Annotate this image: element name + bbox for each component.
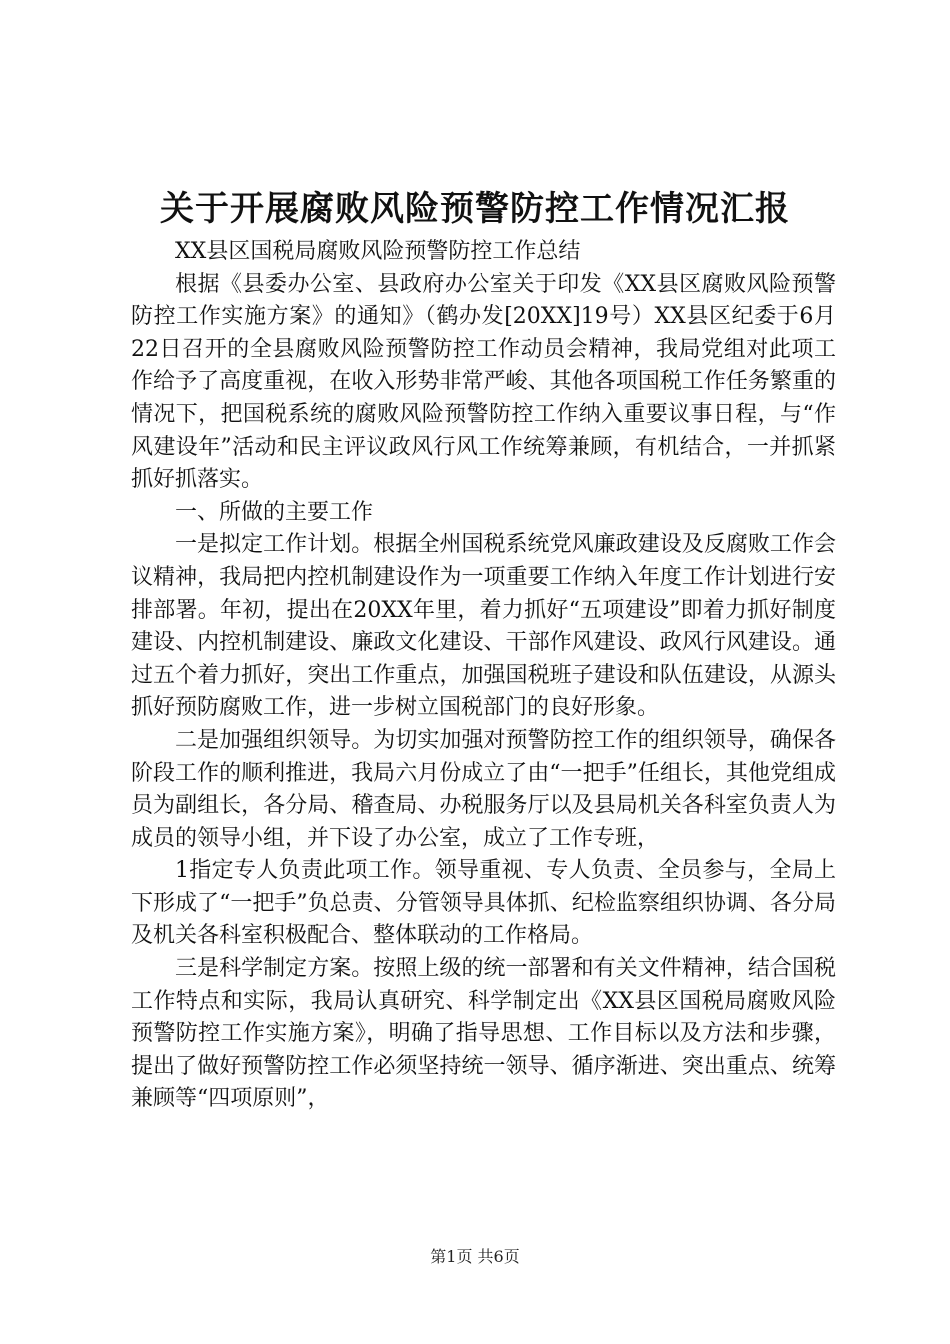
body-paragraph: 根据《县委办公室、县政府办公室关于印发《XX县区腐败风险预警防控工作实施方案》的通知》（鹤办发[20XX]19号）XX县区纪委于6月22日召开的全县腐败风险预警防控工作动员会精神，我局党组对此项工作给予了高度重视，在收入形势非常严峻、其他各项国税工作任务繁重的情况下，把国税系统的腐败风险预警防控工作纳入重要议事日程，与“作风建设年”活动和民主评议政风行风工作统筹兼顾，有机结合，一并抓紧抓好抓落实。: [131, 271, 836, 493]
document-body: [131, 236, 836, 1116]
body-paragraph: 1指定专人负责此项工作。领导重视、专人负责、全员参与，全局上下形成了“一把手”负总责、分管领导具体抓、纪检监察组织协调、各分局及机关各科室积极配合、整体联动的工作格局。: [131, 858, 836, 949]
body-paragraph: 二是加强组织领导。为切实加强对预警防控工作的组织领导，确保各阶段工作的顺利推进，我局六月份成立了由“一把手”任组长，其他党组成员为副组长，各分局、稽查局、办税服务厅以及县局机关各科室负责人为成员的领导小组，并下设了办公室，成立了工作专班，: [131, 727, 836, 851]
subtitle-paragraph: XX县区国税局腐败风险预警防控工作总结: [175, 239, 581, 264]
section-heading: 一、所做的主要工作: [175, 499, 374, 525]
page-number-footer: 第1页 共6页: [430, 1247, 520, 1266]
body-paragraph: 三是科学制定方案。按照上级的统一部署和有关文件精神，结合国税工作特点和实际，我局认真研究、科学制定出《XX县区国税局腐败风险预警防控工作实施方案》，明确了指导思想、工作目标以及方法和步骤，提出了做好预警防控工作必须坚持统一领导、循序渐进、突出重点、统筹兼顾等“四项原则”，: [131, 956, 836, 1112]
body-paragraph: 一是拟定工作计划。根据全州国税系统党风廉政建设及反腐败工作会议精神，我局把内控机制建设作为一项重要工作纳入年度工作计划进行安排部署。年初，提出在20XX年里，着力抓好“五项建设”即着力抓好制度建设、内控机制建设、廉政文化建设、干部作风建设、政风行风建设。通过五个着力抓好，突出工作重点，加强国税班子建设和队伍建设，从源头抓好预防腐败工作，进一步树立国税部门的良好形象。: [131, 532, 836, 721]
document-title: 关于开展腐败风险预警防控工作情况汇报: [160, 189, 790, 229]
